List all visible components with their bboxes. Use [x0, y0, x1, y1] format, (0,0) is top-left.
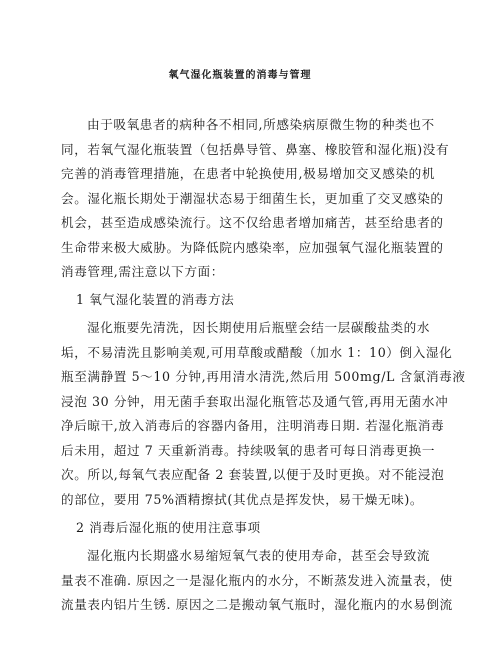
body-text-line: 湿化瓶要先清洗，因长期使用后瓶壁会结一层碳酸盐类的水	[87, 320, 431, 335]
body-text-line: 湿化瓶内长期盛水易缩短氧气表的使用寿命，甚至会导致流	[87, 548, 431, 563]
page-title: 氧气湿化瓶装置的消毒与管理	[168, 70, 312, 81]
body-text-line: 瓶至满静置 5～10 分钟,再用清水清洗,然后用 500mg/L 含氯消毒液	[61, 369, 466, 384]
section-heading: 2 消毒后湿化瓶的使用注意事项	[76, 520, 261, 535]
body-text-line: 生命带来极大威胁。为降低院内感染率，应加强氧气湿化瓶装置的	[61, 240, 444, 255]
body-text-line: 流量表内铝片生锈. 原因之二是搬动氧气瓶时，湿化瓶内的水易倒流	[61, 597, 453, 612]
body-text-line: 次。所以,每氧气表应配备 2 套装置,以便于及时更换。对不能浸泡	[61, 467, 445, 482]
body-text-line: 会。湿化瓶长期处于潮湿状态易于细菌生长，更加重了交叉感染的	[61, 191, 444, 206]
body-text-line: 净后晾干,放入消毒后的容器内备用，注明消毒日期. 若湿化瓶消毒	[61, 418, 445, 433]
body-text-line: 完善的消毒管理措施，在患者中轮换使用,极易增加交叉感染的机	[61, 166, 436, 181]
body-text-line: 消毒管理,需注意以下方面：	[61, 264, 224, 279]
body-text-line: 后未用，超过 7 天重新消毒。持续吸氧的患者可每日消毒更换一	[61, 443, 436, 458]
body-text-line: 浸泡 30 分钟，用无菌手套取出湿化瓶管芯及通气管,再用无菌水冲	[61, 394, 449, 409]
body-text-line: 的部位，要用 75%酒精擦拭(其优点是挥发快，易干燥无味)。	[61, 492, 424, 507]
body-text-line: 量表不准确. 原因之一是湿化瓶内的水分，不断蒸发进入流量表，使	[61, 573, 453, 588]
body-text-line: 同，若氧气湿化瓶装置（包括鼻导管、鼻塞、橡胶管和湿化瓶)没有	[61, 142, 450, 157]
body-text-line: 垢，不易清洗且影响美观,可用草酸或醋酸（加水 1：10）倒入湿化	[61, 345, 453, 360]
section-heading: 1 氧气湿化装置的消毒方法	[76, 292, 235, 307]
body-text-line: 由于吸氧患者的病种各不相同,所感染病原微生物的种类也不	[87, 117, 435, 132]
body-text-line: 机会，甚至造成感染流行。这不仅给患者增加痛苦，甚至给患者的	[61, 215, 444, 230]
